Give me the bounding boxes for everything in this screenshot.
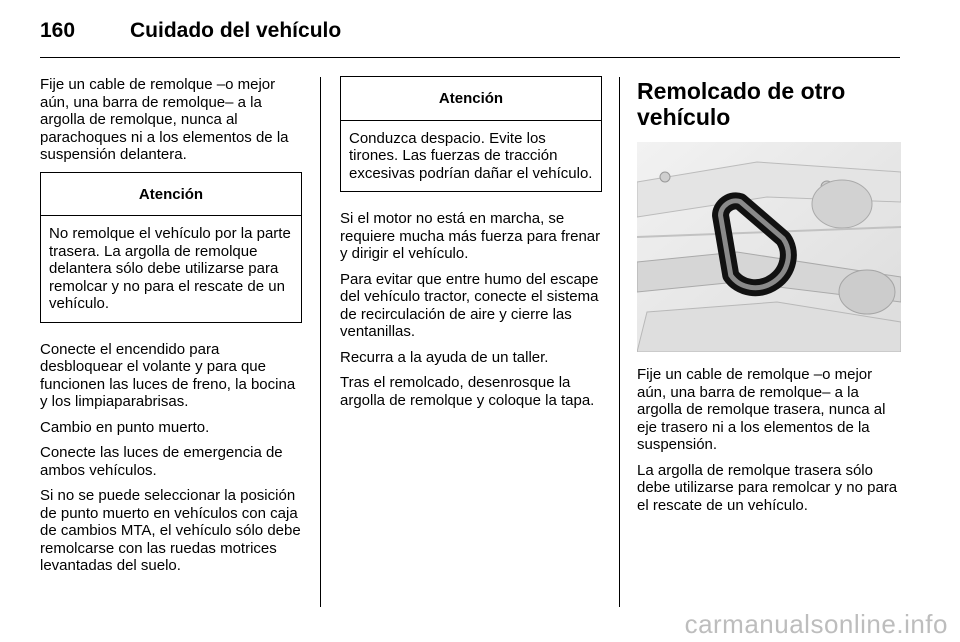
paragraph: Tras el remolcado, desenrosque la argolla de remolque y coloque la tapa. — [340, 374, 595, 409]
paragraph: La argolla de remolque trasera sólo debe utilizarse para remolcar y no para el rescate de un vehículo. — [637, 461, 898, 514]
watermark: carmanualsonline.info — [684, 609, 948, 639]
warning-box — [40, 172, 302, 323]
paragraph: Si el motor no está en marcha, se requiere mucha más fuerza para frenar y dirigir el vehículo. — [340, 210, 601, 262]
warning-body: Conduzca despacio. Evite los tirones. Las fuerzas de tracción excesivas podrían dañar el vehículo. — [349, 129, 593, 182]
paragraph: Para evitar que entre humo del escape del vehículo tractor, conecte el sistema de recirculación de aire y cierre las ventanillas. — [340, 270, 599, 340]
column-1 — [40, 76, 302, 583]
column-divider-1 — [320, 77, 321, 607]
page-number: 160 — [40, 19, 76, 42]
tow-hook-illustration — [637, 142, 901, 352]
warning-title: Atención — [41, 173, 301, 217]
page-header — [40, 16, 341, 46]
section-title: Remolcado de otro vehículo — [637, 78, 846, 130]
warning-box — [340, 76, 602, 192]
paragraph: Conecte las luces de emergencia de ambos vehículos. — [40, 444, 283, 479]
paragraph: Fije un cable de remolque –o mejor aún, una barra de remolque– a la argolla de remolque trasera, nunca al eje trasero ni a los elementos de la suspensión. — [637, 366, 886, 453]
paragraph: Si no se puede seleccionar la posición de punto muerto en vehículos con caja de cambios MTA, el vehículo sólo debe remolcarse con las ruedas motrices levantadas del suelo. — [40, 487, 301, 574]
paragraph: Cambio en punto muerto. — [40, 418, 210, 436]
page-title: Cuidado del vehículo — [130, 19, 342, 42]
column-2 — [340, 76, 602, 417]
column-3 — [637, 78, 902, 522]
paragraph: Conecte el encendido para desbloquear el volante y para que funcionen las luces de freno, la bocina y los limpiaparabrisas. — [40, 340, 296, 410]
warning-title: Atención — [341, 77, 601, 121]
intro-paragraph: Fije un cable de remolque –o mejor aún, una barra de remolque– a la argolla de remolque, nunca al parachoques ni a los elementos de la suspensión delantera. — [40, 76, 289, 163]
column-divider-2 — [619, 77, 620, 607]
warning-body: No remolque el vehículo por la parte trasera. La argolla de remolque delantera sólo debe utilizarse para remolcar y no para el rescate de un vehículo. — [49, 225, 291, 312]
header-divider — [40, 57, 900, 58]
paragraph: Recurra a la ayuda de un taller. — [340, 348, 549, 366]
